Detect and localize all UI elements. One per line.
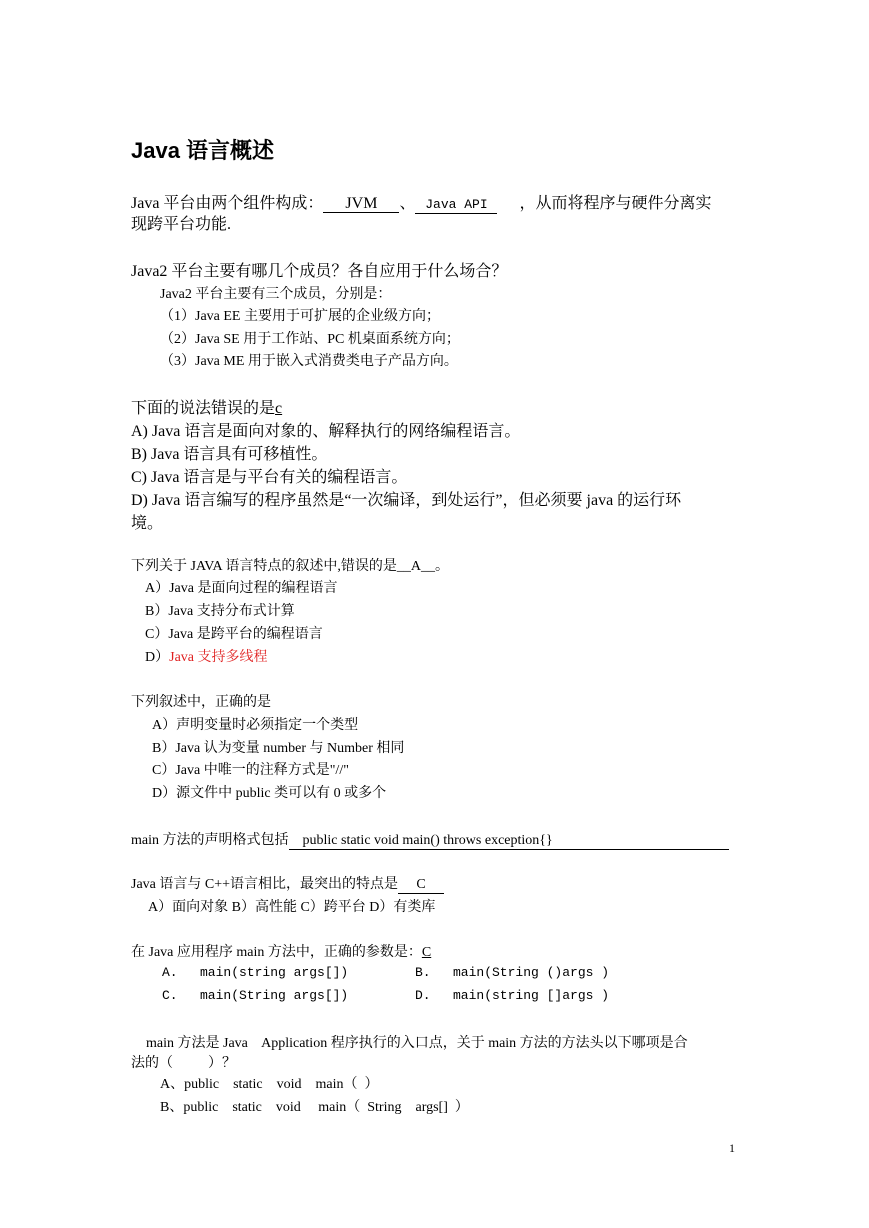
q3-answer: c [275, 400, 283, 417]
q9-line2: 法的（ ）？ [131, 1056, 236, 1071]
q8-line [131, 941, 438, 961]
q4-option: C）Java 是跨平台的编程语言 [145, 627, 323, 642]
page-number: 1 [729, 1141, 735, 1155]
q2-item: （1）Java EE 主要用于可扩展的企业级方向； [160, 309, 440, 324]
q2-item: （2）Java SE 用于工作站、PC 机桌面系统方向； [160, 332, 460, 347]
q3-option: C) Java 语言是与平台有关的编程语言。 [131, 469, 408, 486]
q8-option-b [415, 965, 609, 980]
q9-option: A、public static void main（ ） [160, 1077, 379, 1092]
q4-option: B）Java 支持分布式计算 [145, 604, 295, 619]
q5-option: A）声明变量时必须指定一个类型 [152, 718, 359, 733]
q9-line1: main 方法是 Java Application 程序执行的入口点，关于 main 方法的方法头以下哪项是合 [146, 1036, 688, 1051]
q6-answer: public static void main() throws exception{} [289, 832, 729, 850]
q8-option-label: B. [415, 965, 431, 980]
q8-option-code: main(String ()args ) [453, 965, 610, 980]
q2-answer-intro: Java2 平台主要有三个成员，分别是： [160, 287, 392, 302]
q8-option-label: C. [162, 988, 178, 1003]
q4-option-d-label: D） [145, 650, 170, 665]
q7-options: A）面向对象 B）高性能 C）跨平台 D）有类库 [148, 900, 436, 915]
q3-question [131, 395, 282, 418]
q6-text: main 方法的声明格式包括 [131, 833, 289, 848]
q1-blank-jvm: JVM [323, 195, 399, 213]
q8-option-code: main(String args[]) [200, 988, 349, 1003]
q4-option-d [145, 646, 268, 666]
q1-text-b: ，从而将程序与硬件分离实 [519, 195, 712, 212]
q3-option-cont: 境。 [131, 515, 164, 532]
q5-option: D）源文件中 public 类可以有 0 或多个 [152, 786, 387, 801]
q1-line2: 现跨平台功能. [131, 216, 232, 233]
q5-option: C）Java 中唯一的注释方式是"//" [152, 763, 349, 778]
q1-text-a: Java 平台由两个组件构成： [131, 195, 324, 212]
q3-option: B) Java 语言具有可移植性。 [131, 446, 328, 463]
q8-option-label: D. [415, 988, 431, 1003]
q7-answer: C [398, 876, 444, 894]
q7-line [131, 873, 444, 894]
q8-option-code: main(string []args ) [453, 988, 610, 1003]
q8-option-code: main(string args[]) [200, 965, 349, 980]
q5-option: B）Java 认为变量 number 与 Number 相同 [152, 741, 405, 756]
q6-line [131, 829, 729, 850]
q4-option: A）Java 是面向过程的编程语言 [145, 581, 338, 596]
q5-question: 下列叙述中，正确的是 [131, 695, 271, 710]
q4-option-d-text: Java 支持多线程 [169, 650, 268, 665]
q8-option-d [415, 988, 609, 1003]
q3-option: A) Java 语言是面向对象的、解释执行的网络编程语言。 [131, 423, 521, 440]
page-title: Java 语言概述 [131, 138, 275, 163]
q1-blank-api: Java API [415, 196, 497, 214]
q8-answer: C [421, 945, 432, 960]
q1-sep: 、 [399, 195, 416, 212]
q8-option-c [162, 988, 348, 1003]
q8-option-label: A. [162, 965, 178, 980]
q9-option: B、public static void main（ String args[] ） [160, 1100, 469, 1115]
q4-question: 下列关于 JAVA 语言特点的叙述中,错误的是__A__。 [131, 559, 450, 574]
q2-question: Java2 平台主要有哪几个成员？各自应用于什么场合？ [131, 263, 508, 280]
q8-option-a [162, 965, 348, 980]
q2-item: （3）Java ME 用于嵌入式消费类电子产品方向。 [160, 354, 458, 369]
q7-text: Java 语言与 C++语言相比，最突出的特点是 [131, 877, 399, 892]
q3-question-text: 下面的说法错误的是 [131, 400, 276, 417]
q8-text: 在 Java 应用程序 main 方法中，正确的参数是： [131, 945, 422, 960]
q3-option: D) Java 语言编写的程序虽然是“一次编译，到处运行”，但必须要 java 的运行环 [131, 492, 682, 509]
